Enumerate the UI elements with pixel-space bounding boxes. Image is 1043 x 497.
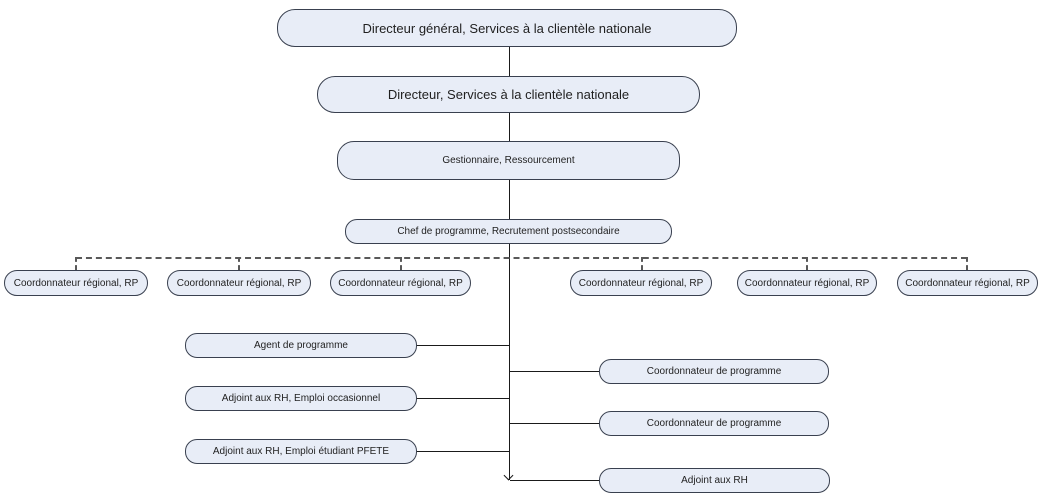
org-node-coordonnateur-regional-3: [330, 270, 471, 296]
org-node-coordonnateur-regional-2: [167, 270, 311, 296]
org-node-label: Coordonnateur régional, RP: [744, 277, 870, 289]
org-node-label: Coordonnateur régional, RP: [338, 277, 463, 289]
org-node-label: Adjoint aux RH, Emploi occasionnel: [221, 393, 381, 404]
org-node-coordonnateur-regional-5: [737, 270, 877, 296]
org-node-directeur: [317, 76, 700, 113]
org-node-label: Directeur, Services à la clientèle nationale: [387, 87, 630, 102]
dashed-rail: [76, 257, 967, 259]
org-node-directeur-general: [277, 9, 737, 47]
org-node-label: Agent de programme: [254, 340, 348, 351]
dashed-stub-5: [806, 257, 808, 270]
org-node-label: Chef de programme, Recrutement postsecondaire: [397, 226, 620, 237]
connector-dg-dir: [509, 47, 510, 76]
org-node-coordonnateur-regional-4: [570, 270, 712, 296]
org-node-label: Directeur général, Services à la clientèle nationale: [362, 20, 652, 36]
connector-dir-gest: [509, 113, 510, 141]
org-node-label: Coordonnateur de programme: [646, 366, 782, 377]
dashed-stub-6: [966, 257, 968, 270]
org-node-agent-programme: [185, 333, 417, 358]
org-node-label: Coordonnateur régional, RP: [176, 277, 302, 289]
connector-adjoint-rh: [510, 480, 599, 481]
dashed-stub-2: [238, 257, 240, 270]
org-node-adjoint-rh-occasionnel: [185, 386, 417, 411]
connector-agent: [417, 345, 509, 346]
org-node-adjoint-rh: [599, 468, 830, 493]
arrow-down-icon: [504, 471, 514, 481]
connector-coord-prog-2: [510, 423, 599, 424]
connector-gest-chef: [509, 180, 510, 219]
org-node-label: Gestionnaire, Ressourcement: [442, 155, 575, 166]
dashed-stub-1: [75, 257, 77, 270]
connector-spine: [509, 244, 510, 480]
org-node-label: Coordonnateur de programme: [646, 418, 782, 429]
org-node-label: Coordonnateur régional, RP: [13, 277, 139, 289]
org-node-label: Coordonnateur régional, RP: [578, 277, 704, 289]
org-node-chef-programme: [345, 219, 672, 244]
org-node-gestionnaire: [337, 141, 680, 180]
org-node-adjoint-rh-pfete: [185, 439, 417, 464]
dashed-stub-3: [400, 257, 402, 270]
org-node-coordonnateur-regional-1: [4, 270, 148, 296]
connector-coord-prog-1: [510, 371, 599, 372]
org-node-coordonnateur-regional-6: [897, 270, 1038, 296]
org-node-label: Coordonnateur régional, RP: [905, 277, 1030, 289]
org-node-label: Adjoint aux RH, Emploi étudiant PFETE: [212, 446, 390, 457]
org-node-label: Adjoint aux RH: [681, 475, 748, 486]
connector-rh-pfete: [417, 451, 509, 452]
org-node-coordonnateur-programme-2: [599, 411, 829, 436]
connector-rh-occasionnel: [417, 398, 509, 399]
org-node-coordonnateur-programme-1: [599, 359, 829, 384]
dashed-stub-4: [641, 257, 643, 270]
